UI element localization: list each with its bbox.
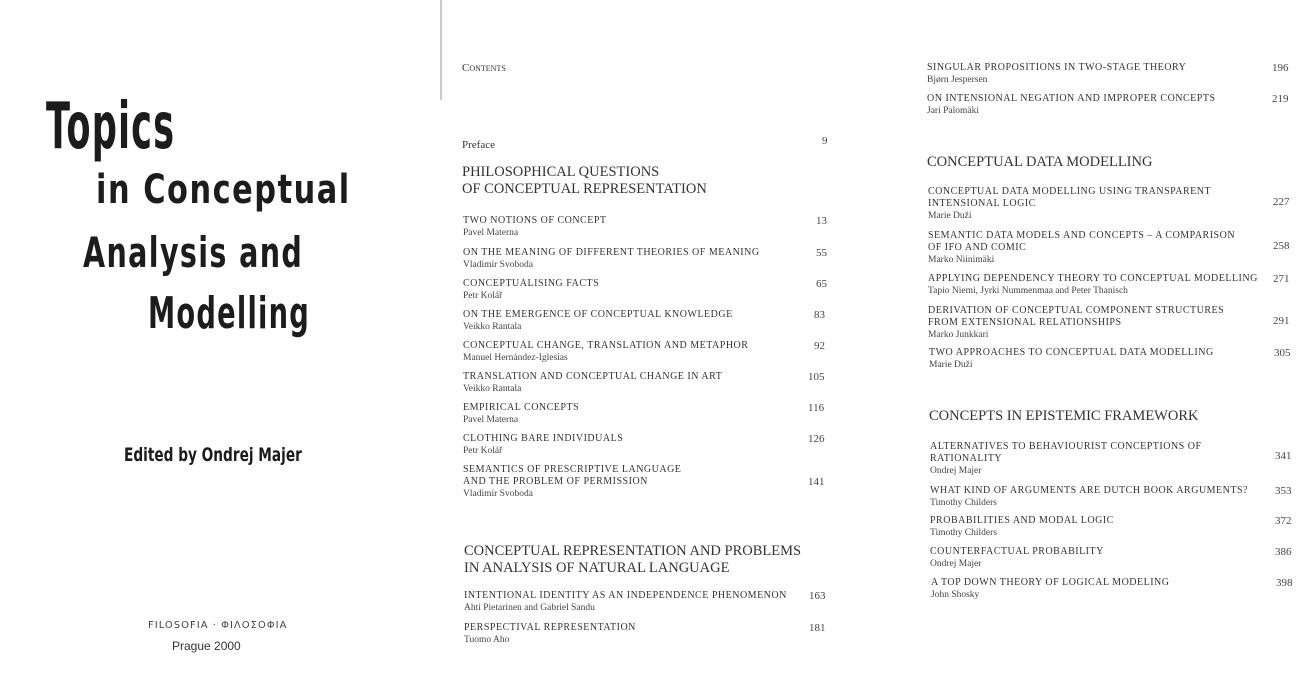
cover-title-line-4: Modelling [148, 288, 311, 339]
toc-entry-page: 291 [1273, 315, 1290, 327]
toc-entry-title: INTENTIONAL IDENTITY AS AN INDEPENDENCE PHENOMENON [464, 590, 787, 601]
toc-entry [463, 464, 825, 500]
toc-entry-title: TRANSLATION AND CONCEPTUAL CHANGE IN ART [463, 371, 723, 382]
toc-entry-title: ALTERNATIVES TO BEHAVIOURIST CONCEPTIONS OF RATIONALITY [930, 441, 1202, 464]
toc-entry-author: Ahti Pietarinen and Gabriel Sandu [464, 603, 595, 613]
toc-entry-author: Tuomo Aho [464, 635, 510, 645]
cover-title-line-3: Analysis and [83, 228, 304, 277]
toc-entry-page: 219 [1272, 93, 1289, 105]
toc-entry-author: Timothy Childers [930, 528, 997, 538]
toc-entry [463, 247, 827, 271]
publisher-logo: FILOSOFIA · ΦΙΛΟΣΟΦΙΑ [148, 620, 288, 631]
toc-entry [928, 186, 1290, 222]
toc-entry-page: 141 [808, 476, 825, 488]
toc-entry-title: WHAT KIND OF ARGUMENTS ARE DUTCH BOOK ARGUMENTS? [930, 485, 1248, 496]
toc-entry-title: A TOP DOWN THEORY OF LOGICAL MODELING [931, 577, 1170, 588]
section-heading-conceptual-data-modelling: CONCEPTUAL DATA MODELLING [927, 154, 1153, 170]
toc-entry-author: Veikko Rantala [463, 322, 522, 332]
toc-entry-page: 258 [1273, 240, 1290, 252]
contents-heading: Contents [462, 62, 506, 74]
toc-entry [930, 441, 1292, 477]
toc-entry [931, 577, 1293, 601]
section-heading-philosophical-questions: PHILOSOPHICAL QUESTIONS OF CONCEPTUAL REPRESENTATION [462, 164, 707, 197]
section-heading-epistemic-framework: CONCEPTS IN EPISTEMIC FRAMEWORK [929, 408, 1199, 424]
toc-entry-page: 13 [816, 215, 827, 227]
toc-entry-page: 372 [1275, 515, 1292, 527]
cover-title-line-1: Topics [46, 90, 176, 164]
book-cover [0, 0, 435, 686]
toc-entry-title: CONCEPTUAL DATA MODELLING USING TRANSPARENT INTENSIONAL LOGIC [928, 186, 1211, 209]
toc-entry-title: PROBABILITIES AND MODAL LOGIC [930, 515, 1114, 526]
toc-entry-title: PERSPECTIVAL REPRESENTATION [464, 622, 636, 633]
toc-entry [463, 402, 825, 426]
toc-entry-page: 163 [809, 590, 826, 602]
toc-entry-author: Marko Niinimäki [928, 255, 995, 265]
toc-entry [929, 347, 1291, 371]
toc-entry-page: 305 [1274, 347, 1291, 359]
section-heading-natural-language: CONCEPTUAL REPRESENTATION AND PROBLEMS IN ANALYSIS OF NATURAL LANGUAGE [464, 543, 802, 576]
toc-entry-author: Timothy Childers [930, 498, 997, 508]
toc-entry-author: Tapio Niemi, Jyrki Nummenmaa and Peter Thanisch [928, 286, 1128, 296]
toc-entry-author: Petr Kolář [463, 446, 503, 456]
toc-entry-title: SEMANTICS OF PRESCRIPTIVE LANGUAGE AND THE PROBLEM OF PERMISSION [463, 464, 682, 487]
toc-entry-author: Pavel Materna [463, 415, 519, 425]
toc-entry [463, 278, 827, 302]
toc-entry [463, 433, 825, 457]
toc-entry [928, 305, 1290, 341]
toc-entry [930, 485, 1292, 509]
toc-entry-title: COUNTERFACTUAL PROBABILITY [930, 546, 1104, 557]
toc-entry-title: ON THE EMERGENCE OF CONCEPTUAL KNOWLEDGE [463, 309, 733, 320]
toc-entry-author: Veikko Rantala [463, 384, 522, 394]
toc-entry-page: 386 [1275, 546, 1292, 558]
toc-entry-author: Pavel Materna [463, 228, 519, 238]
toc-entry-title: Preface [462, 139, 495, 151]
toc-entry-page: 196 [1272, 62, 1289, 74]
cover-editor: Edited by Ondrej Majer [124, 444, 302, 466]
toc-entry-page: 65 [816, 278, 827, 290]
toc-entry-title: APPLYING DEPENDENCY THEORY TO CONCEPTUAL MODELLING [928, 273, 1258, 284]
toc-entry-page: 181 [809, 622, 826, 634]
toc-entry [464, 622, 826, 646]
cover-title-line-2: in Conceptual [96, 167, 351, 213]
toc-entry-author: Manuel Hernández-Iglesias [463, 353, 568, 363]
toc-entry [463, 371, 825, 395]
toc-entry-page: 92 [814, 340, 825, 352]
toc-entry-title: SINGULAR PROPOSITIONS IN TWO-STAGE THEORY [927, 62, 1187, 73]
toc-entry-page: 83 [814, 309, 825, 321]
toc-entry-author: Marie Duží [929, 360, 973, 370]
toc-entry-title: CLOTHING BARE INDIVIDUALS [463, 433, 624, 444]
toc-entry-author: Ondrej Majer [930, 466, 982, 476]
toc-entry-author: Ondrej Majer [930, 559, 982, 569]
toc-entry [463, 215, 827, 239]
toc-entry [928, 273, 1290, 297]
toc-entry-title: TWO APPROACHES TO CONCEPTUAL DATA MODELLING [929, 347, 1214, 358]
toc-entry-author: Vladimír Svoboda [463, 489, 533, 499]
toc-entry [463, 309, 825, 333]
toc-entry-page: 55 [816, 247, 827, 259]
toc-entry-page: 271 [1273, 273, 1290, 285]
toc-entry-title: ON INTENSIONAL NEGATION AND IMPROPER CONCEPTS [927, 93, 1216, 104]
toc-entry-title: SEMANTIC DATA MODELS AND CONCEPTS – A COMPARISON OF IFO AND COMIC [928, 230, 1236, 253]
toc-entry [463, 340, 825, 364]
toc-entry-page: 126 [808, 433, 825, 445]
toc-entry-title: EMPIRICAL CONCEPTS [463, 402, 580, 413]
publication-place-year: Prague 2000 [172, 639, 241, 653]
toc-entry-title: DERIVATION OF CONCEPTUAL COMPONENT STRUCTURES FROM EXTENSIONAL RELATIONSHIPS [928, 305, 1225, 328]
toc-entry [927, 62, 1289, 86]
toc-entry-page: 105 [808, 371, 825, 383]
toc-entry-preface [462, 135, 828, 153]
toc-entry-page: 227 [1273, 196, 1290, 208]
toc-entry [928, 230, 1290, 266]
toc-entry-page: 9 [822, 135, 828, 147]
toc-entry-author: John Shosky [931, 590, 980, 600]
toc-entry-title: TWO NOTIONS OF CONCEPT [463, 215, 607, 226]
toc-entry-title: ON THE MEANING OF DIFFERENT THEORIES OF MEANING [463, 247, 760, 258]
toc-entry-title: CONCEPTUALISING FACTS [463, 278, 600, 289]
page-spine-divider [440, 0, 442, 100]
toc-entry-page: 353 [1275, 485, 1292, 497]
toc-entry-page: 398 [1276, 577, 1293, 589]
toc-entry-author: Bjørn Jespersen [927, 75, 988, 85]
toc-entry [464, 590, 826, 614]
toc-entry-title: CONCEPTUAL CHANGE, TRANSLATION AND METAPHOR [463, 340, 749, 351]
toc-entry-author: Jari Palomäki [927, 106, 979, 116]
toc-entry [927, 93, 1289, 117]
toc-entry-author: Marko Junkkari [928, 330, 989, 340]
toc-entry-page: 116 [808, 402, 825, 414]
toc-entry-author: Vladimír Svoboda [463, 260, 533, 270]
toc-entry [930, 546, 1292, 570]
toc-entry-author: Petr Kolář [463, 291, 503, 301]
toc-entry-page: 341 [1275, 450, 1292, 462]
toc-entry-author: Marie Duží [928, 211, 972, 221]
toc-entry [930, 515, 1292, 539]
